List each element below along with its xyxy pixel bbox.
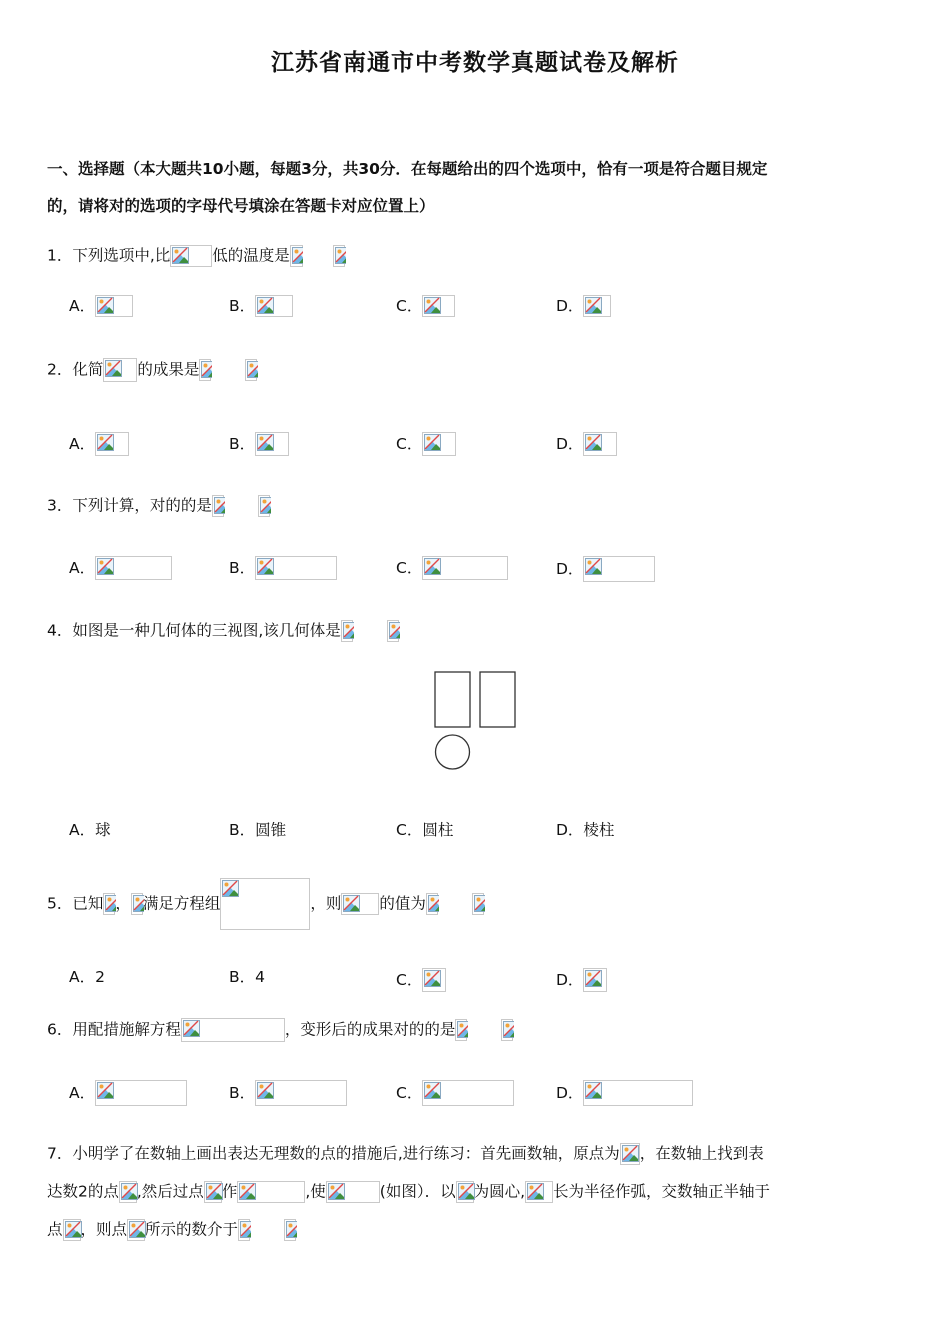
broken-image-icon (255, 295, 293, 317)
broken-image-icon (95, 295, 133, 317)
broken-image-icon (583, 295, 611, 317)
broken-image-icon (583, 1080, 693, 1106)
q3-option-b[interactable]: B． (229, 556, 337, 580)
broken-image-icon (422, 295, 455, 317)
broken-image-icon (119, 1181, 137, 1203)
broken-image-icon (472, 893, 484, 915)
q4-option-d[interactable]: D．棱柱 (556, 821, 615, 839)
broken-image-icon (245, 359, 257, 381)
section-heading-line-1: 一、选择题（本大题共10小题，每题3分，共30分．在每题给出的四个选项中，恰有一项是符合题目规定 (47, 160, 768, 178)
q1-option-c[interactable]: C． (396, 295, 455, 317)
broken-image-icon (220, 878, 310, 930)
q2-option-c[interactable]: C． (396, 432, 456, 456)
broken-image-icon (255, 432, 289, 456)
broken-image-icon (290, 245, 303, 267)
question-7-line-2: 达数2的点 ,然后过点 作 ,使 (如图）．以 为圆心, 长为半径作弧，交数轴正半轴于 (47, 1181, 907, 1203)
top-view-circle (436, 735, 470, 769)
broken-image-icon (258, 495, 270, 517)
q3-option-d[interactable]: D． (556, 556, 655, 582)
broken-image-icon (422, 556, 508, 580)
broken-image-icon (422, 432, 456, 456)
broken-image-icon (620, 1143, 640, 1165)
broken-image-icon (103, 358, 137, 382)
broken-image-icon (387, 620, 399, 642)
question-7-line-3: 点 ，则点 所示的数介于 (47, 1219, 907, 1241)
broken-image-icon (583, 432, 617, 456)
broken-image-icon (456, 1181, 474, 1203)
broken-image-icon (341, 620, 353, 642)
broken-image-icon (255, 1080, 347, 1106)
broken-image-icon (63, 1219, 81, 1241)
broken-image-icon (170, 245, 212, 267)
broken-image-icon (131, 893, 143, 915)
broken-image-icon (341, 893, 379, 915)
broken-image-icon (455, 1019, 467, 1041)
side-view-rectangle (480, 672, 515, 727)
broken-image-icon (501, 1019, 513, 1041)
q2-option-b[interactable]: B． (229, 432, 289, 456)
question-3: 3．下列计算，对的的是 (47, 495, 907, 517)
broken-image-icon (583, 968, 607, 992)
broken-image-icon (103, 893, 115, 915)
q6-option-c[interactable]: C． (396, 1080, 514, 1106)
page-title: 江苏省南通市中考数学真题试卷及解析 (271, 50, 679, 76)
q6-option-a[interactable]: A． (69, 1080, 187, 1106)
question-6: 6．用配措施解方程 ，变形后的成果对的的是 (47, 1018, 907, 1042)
broken-image-icon (204, 1181, 222, 1203)
broken-image-icon (284, 1219, 296, 1241)
broken-image-icon (95, 1080, 187, 1106)
question-5: 5．已知 ， 满足方程组 ，则 的值为 (47, 878, 907, 932)
question-1: 1．下列选项中,比 低的温度是 (47, 245, 907, 267)
three-view-diagram (430, 668, 522, 772)
q1-option-a[interactable]: A． (69, 295, 133, 317)
q6-option-d[interactable]: D． (556, 1080, 693, 1106)
question-7-line-1: 7．小明学了在数轴上画出表达无理数的点的措施后,进行练习：首先画数轴，原点为 ，在数轴上找到表 (47, 1143, 907, 1165)
question-2: 2．化简 的成果是 (47, 358, 907, 382)
broken-image-icon (127, 1219, 145, 1241)
q4-option-a[interactable]: A．球 (69, 821, 111, 839)
q1-option-b[interactable]: B． (229, 295, 293, 317)
front-view-rectangle (435, 672, 470, 727)
q6-option-b[interactable]: B． (229, 1080, 347, 1106)
broken-image-icon (255, 556, 337, 580)
broken-image-icon (95, 432, 129, 456)
broken-image-icon (326, 1181, 380, 1203)
q3-option-a[interactable]: A． (69, 556, 172, 580)
broken-image-icon (237, 1181, 305, 1203)
q5-option-a[interactable]: A．2 (69, 968, 105, 986)
q2-option-a[interactable]: A． (69, 432, 129, 456)
broken-image-icon (583, 556, 655, 582)
q5-option-c[interactable]: C． (396, 968, 446, 992)
question-4: 4．如图是一种几何体的三视图,该几何体是 (47, 620, 907, 642)
q5-option-b[interactable]: B．4 (229, 968, 265, 986)
broken-image-icon (199, 359, 211, 381)
broken-image-icon (212, 495, 224, 517)
q4-option-c[interactable]: C．圆柱 (396, 821, 454, 839)
broken-image-icon (422, 1080, 514, 1106)
broken-image-icon (426, 893, 438, 915)
broken-image-icon (422, 968, 446, 992)
broken-image-icon (95, 556, 172, 580)
q5-option-d[interactable]: D． (556, 968, 607, 992)
q2-option-d[interactable]: D． (556, 432, 617, 456)
broken-image-icon (525, 1181, 553, 1203)
q3-option-c[interactable]: C． (396, 556, 508, 580)
broken-image-icon (238, 1219, 250, 1241)
section-heading-line-2: 的，请将对的选项的字母代号填涂在答题卡对应位置上） (47, 197, 435, 215)
broken-image-icon (333, 245, 345, 267)
q1-option-d[interactable]: D． (556, 295, 611, 317)
broken-image-icon (181, 1018, 285, 1042)
q4-option-b[interactable]: B．圆锥 (229, 821, 287, 839)
